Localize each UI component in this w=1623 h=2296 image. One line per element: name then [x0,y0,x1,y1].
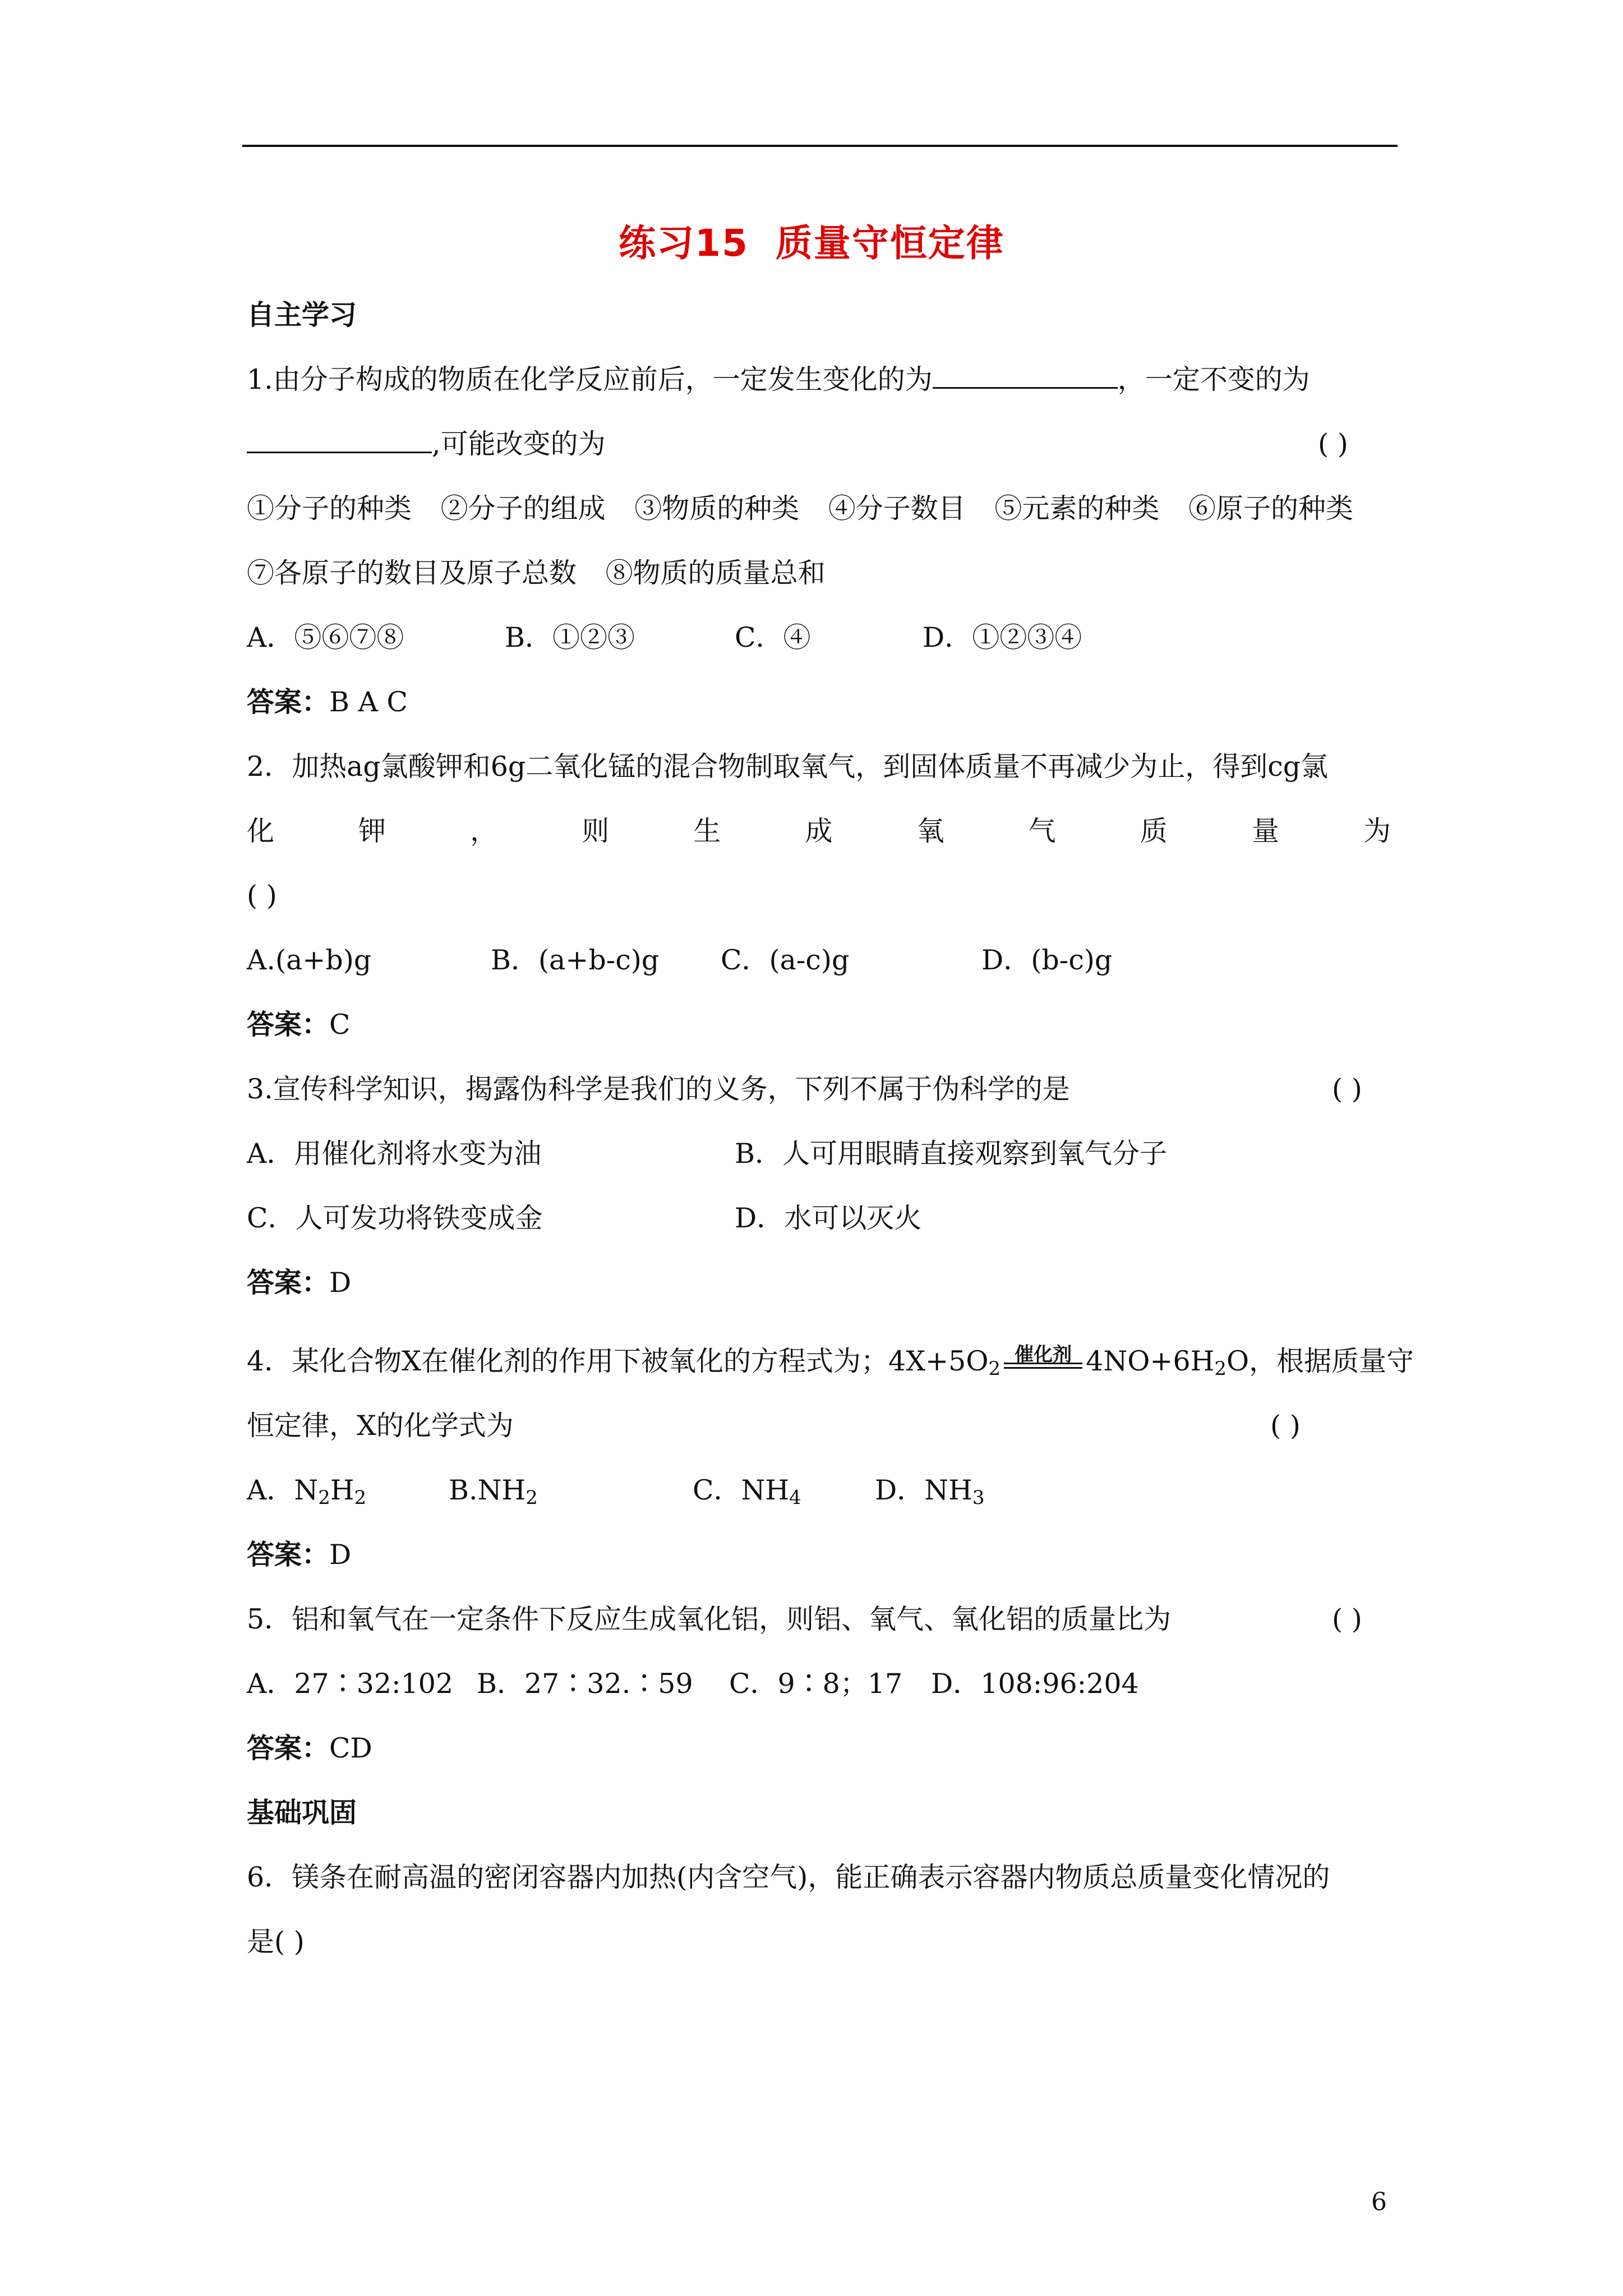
q4-option-c-text: C．NH [693,1474,790,1506]
q2-char: 则 [582,815,610,847]
q2-char: 生 [693,815,721,847]
q4-line2: 恒定律，X的化学式为 [247,1410,514,1442]
q2-option-b: B．(a+b-c)g [491,944,660,976]
q1-blank-2 [247,428,432,453]
q1-line2 [247,426,606,462]
q1-option-a: A．⑤⑥⑦⑧ [247,622,404,654]
q4-option-a-sub-n: 2 [318,1487,330,1509]
q4-text-c: O，根据质量守 [1227,1345,1414,1377]
q1-text-c: ,可能改变的为 [432,428,606,460]
q4-option-b-sub: 2 [525,1487,538,1509]
equals-line-bottom [1004,1367,1082,1369]
q1-line1 [247,362,1310,398]
q3-line1: 3.宣传科学知识，揭露伪科学是我们的义务，下列不属于伪科学的是 [247,1073,1070,1105]
q1-item-4: ④分子数目 [828,493,966,524]
q2-char: 成 [805,815,833,847]
q5-line1: 5．铝和氧气在一定条件下反应生成氧化铝，则铝、氧气、氧化铝的质量比为 [247,1603,1172,1635]
q1-items-row1 [247,491,1353,527]
q4-text-b: 4NO+6H [1086,1345,1215,1377]
q3-answer-label: 答案： [247,1267,330,1299]
q6-line2: 是( ) [247,1926,305,1958]
q4-option-a-h: H [330,1474,354,1506]
q4-option-a-text: A．N [247,1474,319,1506]
q2-char: 氧 [916,815,944,847]
catalyst-arrow [1004,1343,1082,1379]
q2-char: 气 [1028,815,1056,847]
q3-option-d: D．水可以灭火 [735,1202,922,1234]
q5-answer [247,1731,372,1766]
q3-option-b: B．人可用眼睛直接观察到氧气分子 [735,1138,1168,1170]
q1-item-7: ⑦各原子的数目及原子总数 [247,557,577,589]
q3-answer-paren: ( ) [1332,1073,1362,1105]
q1-option-c: C．④ [735,622,811,654]
q4-option-d-text: D．NH [875,1474,972,1506]
header-rule [242,145,1398,147]
q2-char: ， [470,815,498,847]
q1-item-5: ⑤元素的种类 [994,493,1160,524]
q3-answer-value: D [329,1267,352,1299]
page-title [0,213,1623,266]
q1-answer [247,684,408,720]
page-number: 6 [1371,2188,1387,2216]
q5-option-d: D．108:96:204 [931,1668,1139,1700]
q5-option-b: B．27∶32.∶59 [477,1668,693,1700]
q4-option-b-text: B.NH [449,1474,526,1506]
q4-answer-paren: ( ) [1270,1410,1301,1442]
q1-item-3: ③物质的种类 [634,493,800,524]
q2-line2 [247,813,1391,849]
q2-char: 量 [1251,815,1279,847]
q2-option-a: A.(a+b)g [247,944,372,976]
q4-text-a: 4．某化合物X在催化剂的作用下被氧化的方程式为；4X+5O [247,1345,989,1377]
q2-answer-paren: ( ) [247,880,277,912]
q1-item-1: ①分子的种类 [247,493,412,524]
q1-answer-label: 答案： [247,686,330,718]
q1-item-6: ⑥原子的种类 [1188,493,1353,524]
catalyst-label: 催化剂 [1015,1343,1072,1366]
q4-option-a [247,1473,366,1516]
equals-line-top [1004,1363,1082,1364]
q4-line1 [247,1343,1414,1387]
q1-text-b: ，一定不变的为 [1117,364,1310,395]
q2-char: 钾 [358,815,386,847]
q5-answer-label: 答案： [247,1732,330,1764]
q4-option-c-sub: 4 [789,1487,801,1509]
q1-option-b: B．①②③ [505,622,635,654]
q2-answer [247,1007,351,1043]
q3-answer [247,1265,351,1301]
q1-option-d: D．①②③④ [923,622,1082,654]
q4-sub-o2: 2 [988,1358,1001,1380]
q2-answer-label: 答案： [247,1009,330,1041]
q2-option-c: C．(a-c)g [721,944,850,976]
q5-answer-paren: ( ) [1332,1603,1362,1635]
q3-option-c: C．人可发功将铁变成金 [247,1202,543,1234]
q4-answer [247,1537,351,1573]
q4-option-d [875,1473,985,1516]
q4-option-b [449,1473,538,1516]
q1-items-row2 [247,555,826,591]
q5-option-a: A．27∶32:102 [247,1668,454,1700]
section-heading-basic-consolidation: 基础巩固 [247,1797,357,1829]
q4-sub-h2: 2 [1214,1358,1227,1380]
q1-item-2: ②分子的组成 [440,493,606,524]
q2-char: 质 [1140,815,1168,847]
section-heading-self-study: 自主学习 [247,299,357,331]
q1-answer-value: B A C [329,686,408,718]
q1-blank-1 [933,364,1118,389]
q4-option-a-sub-h: 2 [354,1487,367,1509]
q2-answer-value: C [329,1009,351,1041]
q3-option-a: A．用催化剂将水变为油 [247,1138,542,1170]
q4-answer-value: D [329,1539,352,1571]
q2-option-d: D．(b-c)g [981,944,1113,976]
q5-answer-value: CD [329,1732,372,1764]
q2-char: 化 [247,815,275,847]
q5-option-c: C．9∶8；17 [729,1668,903,1700]
q1-item-8: ⑧物质的质量总和 [605,557,826,589]
q4-option-d-sub: 3 [972,1487,985,1509]
q1-text-a: 1.由分子构成的物质在化学反应前后，一定发生变化的为 [247,364,933,395]
q1-answer-paren: ( ) [1318,428,1348,460]
q2-line1: 2．加热ag氯酸钾和6g二氧化锰的混合物制取氧气，到固体质量不再减少为止，得到cg氯 [247,751,1329,783]
q6-line1: 6．镁条在耐高温的密闭容器内加热(内含空气)，能正确表示容器内物质总质量变化情况的 [247,1861,1330,1893]
title-topic: 质量守恒定律 [775,222,1004,265]
q2-char: 为 [1363,815,1391,847]
q4-answer-label: 答案： [247,1539,330,1571]
q4-option-c [693,1473,801,1516]
title-exercise-number: 练习15 [619,222,749,265]
